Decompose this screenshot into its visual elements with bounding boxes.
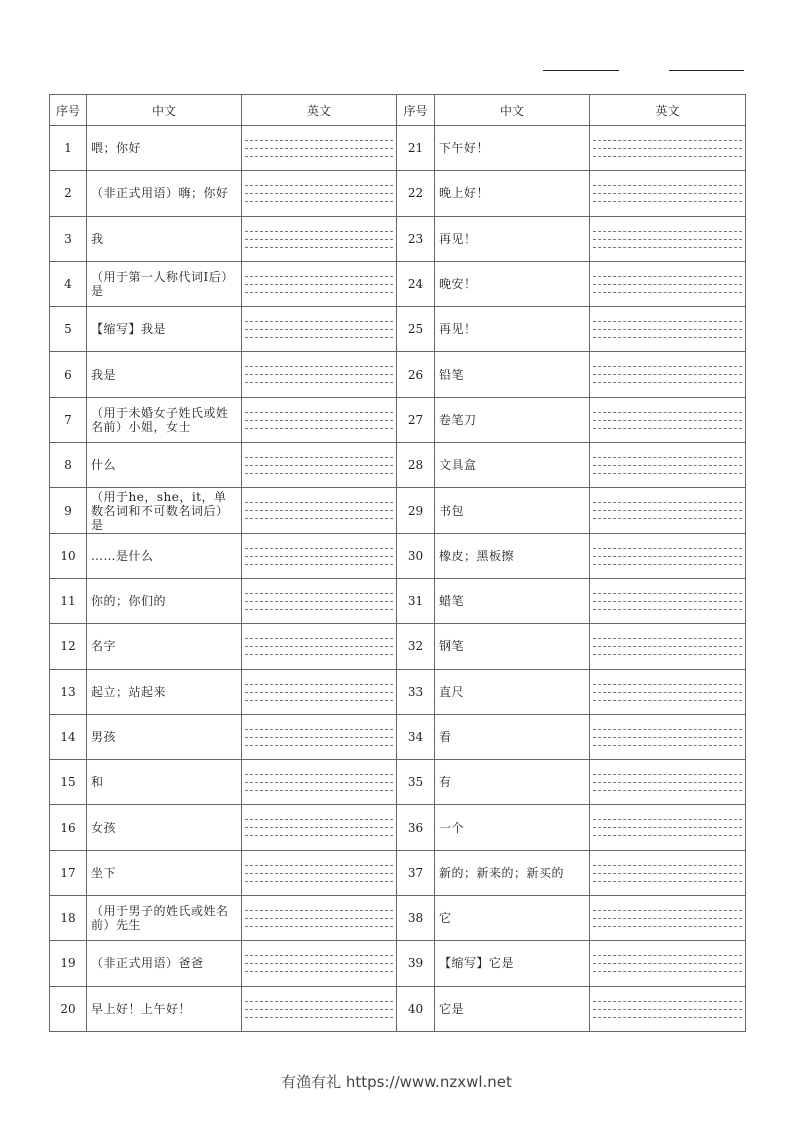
writing-guide-line xyxy=(593,465,742,466)
row-number-left: 3 xyxy=(50,216,87,261)
row-number-right: 24 xyxy=(397,261,435,306)
chinese-term-right: 它 xyxy=(435,896,590,941)
writing-guide-line xyxy=(245,819,393,820)
english-answer-field-left[interactable] xyxy=(242,397,397,442)
writing-guide-line xyxy=(593,827,742,828)
row-number-right: 27 xyxy=(397,397,435,442)
english-answer-field-left[interactable] xyxy=(242,488,397,533)
english-answer-field-left[interactable] xyxy=(242,986,397,1031)
english-answer-field-right[interactable] xyxy=(590,126,746,171)
chinese-term-left: 我是 xyxy=(87,352,242,397)
writing-guide-line xyxy=(593,700,742,701)
writing-guide-line xyxy=(593,148,742,149)
writing-guide-line xyxy=(593,881,742,882)
writing-guide-line xyxy=(593,231,742,232)
writing-guide-line xyxy=(593,321,742,322)
writing-guide-line xyxy=(245,601,393,602)
writing-guide-line xyxy=(245,201,393,202)
writing-guide-line xyxy=(245,827,393,828)
english-answer-field-left[interactable] xyxy=(242,533,397,578)
row-number-right: 34 xyxy=(397,714,435,759)
writing-guide-line xyxy=(245,865,393,866)
chinese-term-left: ……是什么 xyxy=(87,533,242,578)
chinese-term-left: 【缩写】我是 xyxy=(87,307,242,352)
header-num-right: 序号 xyxy=(397,95,435,126)
chinese-term-left: 早上好！上午好！ xyxy=(87,986,242,1031)
writing-guide-line xyxy=(245,790,393,791)
writing-guide-line xyxy=(245,510,393,511)
chinese-term-right: 看 xyxy=(435,714,590,759)
english-answer-field-right[interactable] xyxy=(590,850,746,895)
writing-guide-line xyxy=(593,564,742,565)
row-number-right: 28 xyxy=(397,443,435,488)
writing-guide-line xyxy=(245,337,393,338)
english-answer-field-left[interactable] xyxy=(242,624,397,669)
writing-guide-line xyxy=(245,412,393,413)
writing-guide-line xyxy=(245,247,393,248)
row-number-right: 29 xyxy=(397,488,435,533)
writing-guide-line xyxy=(593,193,742,194)
english-answer-field-right[interactable] xyxy=(590,986,746,1031)
row-number-right: 22 xyxy=(397,171,435,216)
header-num-left: 序号 xyxy=(50,95,87,126)
english-answer-field-right[interactable] xyxy=(590,443,746,488)
writing-guide-line xyxy=(593,646,742,647)
english-answer-field-right[interactable] xyxy=(590,714,746,759)
writing-guide-line xyxy=(593,510,742,511)
table-row xyxy=(50,397,746,442)
table-row xyxy=(50,805,746,850)
chinese-term-right: 新的；新来的；新买的 xyxy=(435,850,590,895)
writing-guide-line xyxy=(245,276,393,277)
writing-guide-line xyxy=(245,374,393,375)
chinese-term-right: 再见！ xyxy=(435,216,590,261)
writing-guide-line xyxy=(593,782,742,783)
chinese-term-right: 晚安！ xyxy=(435,261,590,306)
row-number-right: 33 xyxy=(397,669,435,714)
row-number-left: 19 xyxy=(50,941,87,986)
english-answer-field-left[interactable] xyxy=(242,760,397,805)
writing-guide-line xyxy=(245,1009,393,1010)
table-header-row xyxy=(50,95,746,126)
chinese-term-left: 名字 xyxy=(87,624,242,669)
writing-guide-line xyxy=(245,745,393,746)
header-english-left: 英文 xyxy=(242,95,397,126)
writing-guide-line xyxy=(593,963,742,964)
chinese-term-left: （非正式用语）爸爸 xyxy=(87,941,242,986)
writing-guide-line xyxy=(593,601,742,602)
writing-guide-line xyxy=(593,284,742,285)
row-number-left: 16 xyxy=(50,805,87,850)
writing-guide-line xyxy=(593,201,742,202)
english-answer-field-right[interactable] xyxy=(590,397,746,442)
chinese-term-right: 晚上好！ xyxy=(435,171,590,216)
row-number-left: 8 xyxy=(50,443,87,488)
name-blank-line xyxy=(543,70,619,71)
table-row xyxy=(50,261,746,306)
row-number-left: 14 xyxy=(50,714,87,759)
writing-guide-line xyxy=(245,156,393,157)
chinese-term-right: 直尺 xyxy=(435,669,590,714)
row-number-left: 12 xyxy=(50,624,87,669)
table-row xyxy=(50,307,746,352)
chinese-term-left: 起立；站起来 xyxy=(87,669,242,714)
writing-guide-line xyxy=(245,231,393,232)
writing-guide-line xyxy=(593,337,742,338)
english-answer-field-left[interactable] xyxy=(242,171,397,216)
writing-guide-line xyxy=(593,835,742,836)
row-number-left: 11 xyxy=(50,578,87,623)
writing-guide-line xyxy=(593,502,742,503)
english-answer-field-left[interactable] xyxy=(242,216,397,261)
writing-guide-line xyxy=(245,518,393,519)
row-number-right: 37 xyxy=(397,850,435,895)
writing-guide-line xyxy=(593,412,742,413)
writing-guide-line xyxy=(593,865,742,866)
writing-guide-line xyxy=(593,819,742,820)
writing-guide-line xyxy=(593,239,742,240)
row-number-left: 17 xyxy=(50,850,87,895)
writing-guide-line xyxy=(245,971,393,972)
chinese-term-right: 再见！ xyxy=(435,307,590,352)
row-number-left: 7 xyxy=(50,397,87,442)
writing-guide-line xyxy=(245,140,393,141)
table-row xyxy=(50,443,746,488)
writing-guide-line xyxy=(593,428,742,429)
table-row xyxy=(50,533,746,578)
chinese-term-left: （用于he，she，it，单数名词和不可数名词后）是 xyxy=(87,488,242,533)
table-row xyxy=(50,941,746,986)
english-answer-field-right[interactable] xyxy=(590,261,746,306)
writing-guide-line xyxy=(245,737,393,738)
english-answer-field-right[interactable] xyxy=(590,216,746,261)
writing-guide-line xyxy=(245,646,393,647)
english-answer-field-right[interactable] xyxy=(590,941,746,986)
chinese-term-right: 【缩写】它是 xyxy=(435,941,590,986)
row-number-left: 10 xyxy=(50,533,87,578)
english-answer-field-right[interactable] xyxy=(590,896,746,941)
table-row xyxy=(50,352,746,397)
writing-guide-line xyxy=(245,564,393,565)
english-answer-field-right[interactable] xyxy=(590,805,746,850)
writing-guide-line xyxy=(593,382,742,383)
writing-guide-line xyxy=(593,473,742,474)
writing-guide-line xyxy=(245,420,393,421)
row-number-right: 39 xyxy=(397,941,435,986)
table-row xyxy=(50,714,746,759)
writing-guide-line xyxy=(593,918,742,919)
table-row xyxy=(50,578,746,623)
chinese-term-right: 下午好！ xyxy=(435,126,590,171)
english-answer-field-left[interactable] xyxy=(242,941,397,986)
chinese-term-right: 卷笔刀 xyxy=(435,397,590,442)
writing-guide-line xyxy=(593,684,742,685)
writing-guide-line xyxy=(245,910,393,911)
english-answer-field-right[interactable] xyxy=(590,352,746,397)
writing-guide-line xyxy=(593,737,742,738)
writing-guide-line xyxy=(593,329,742,330)
row-number-right: 23 xyxy=(397,216,435,261)
writing-guide-line xyxy=(593,638,742,639)
writing-guide-line xyxy=(245,193,393,194)
row-number-right: 25 xyxy=(397,307,435,352)
writing-guide-line xyxy=(593,247,742,248)
chinese-term-left: 女孩 xyxy=(87,805,242,850)
writing-guide-line xyxy=(593,774,742,775)
writing-guide-line xyxy=(245,963,393,964)
writing-guide-line xyxy=(593,556,742,557)
chinese-term-right: 一个 xyxy=(435,805,590,850)
row-number-left: 18 xyxy=(50,896,87,941)
table-row xyxy=(50,850,746,895)
writing-guide-line xyxy=(245,239,393,240)
footer-watermark: 有渔有礼 https://www.nzxwl.net xyxy=(281,1073,512,1091)
english-answer-field-right[interactable] xyxy=(590,624,746,669)
writing-guide-line xyxy=(245,729,393,730)
writing-guide-line xyxy=(245,457,393,458)
writing-guide-line xyxy=(245,366,393,367)
chinese-term-left: （用于男子的姓氏或姓名前）先生 xyxy=(87,896,242,941)
writing-guide-line xyxy=(593,790,742,791)
writing-guide-line xyxy=(245,465,393,466)
writing-guide-line xyxy=(245,321,393,322)
row-number-right: 30 xyxy=(397,533,435,578)
english-answer-field-left[interactable] xyxy=(242,896,397,941)
writing-guide-line xyxy=(245,835,393,836)
table-row xyxy=(50,760,746,805)
writing-guide-line xyxy=(593,366,742,367)
writing-guide-line xyxy=(245,926,393,927)
writing-guide-line xyxy=(245,654,393,655)
chinese-term-left: 和 xyxy=(87,760,242,805)
writing-guide-line xyxy=(593,140,742,141)
writing-guide-line xyxy=(245,292,393,293)
chinese-term-left: 男孩 xyxy=(87,714,242,759)
table-row xyxy=(50,669,746,714)
writing-guide-line xyxy=(593,873,742,874)
row-number-left: 5 xyxy=(50,307,87,352)
writing-guide-line xyxy=(245,148,393,149)
writing-guide-line xyxy=(593,420,742,421)
english-answer-field-left[interactable] xyxy=(242,714,397,759)
writing-guide-line xyxy=(245,593,393,594)
class-blank-line xyxy=(669,70,744,71)
row-number-left: 1 xyxy=(50,126,87,171)
writing-guide-line xyxy=(245,473,393,474)
table-row xyxy=(50,488,746,533)
writing-guide-line xyxy=(593,971,742,972)
chinese-term-right: 钢笔 xyxy=(435,624,590,669)
row-number-left: 13 xyxy=(50,669,87,714)
writing-guide-line xyxy=(593,1017,742,1018)
writing-guide-line xyxy=(245,428,393,429)
vocabulary-table xyxy=(49,94,746,1032)
table-row xyxy=(50,896,746,941)
writing-guide-line xyxy=(593,926,742,927)
writing-guide-line xyxy=(593,518,742,519)
writing-guide-line xyxy=(245,955,393,956)
chinese-term-right: 铅笔 xyxy=(435,352,590,397)
writing-guide-line xyxy=(593,276,742,277)
header-chinese-right: 中文 xyxy=(435,95,590,126)
writing-guide-line xyxy=(245,774,393,775)
writing-guide-line xyxy=(593,729,742,730)
english-answer-field-right[interactable] xyxy=(590,307,746,352)
english-answer-field-left[interactable] xyxy=(242,307,397,352)
english-answer-field-right[interactable] xyxy=(590,171,746,216)
english-answer-field-right[interactable] xyxy=(590,760,746,805)
writing-guide-line xyxy=(245,329,393,330)
chinese-term-left: 你的；你们的 xyxy=(87,578,242,623)
header-english-right: 英文 xyxy=(590,95,746,126)
writing-guide-line xyxy=(593,548,742,549)
english-answer-field-left[interactable] xyxy=(242,805,397,850)
english-answer-field-right[interactable] xyxy=(590,533,746,578)
writing-guide-line xyxy=(245,700,393,701)
writing-guide-line xyxy=(593,1001,742,1002)
english-answer-field-left[interactable] xyxy=(242,850,397,895)
writing-guide-line xyxy=(593,457,742,458)
english-answer-field-right[interactable] xyxy=(590,578,746,623)
writing-guide-line xyxy=(245,1001,393,1002)
writing-guide-line xyxy=(245,638,393,639)
writing-guide-line xyxy=(593,910,742,911)
english-answer-field-left[interactable] xyxy=(242,669,397,714)
row-number-right: 21 xyxy=(397,126,435,171)
table-row xyxy=(50,126,746,171)
english-answer-field-left[interactable] xyxy=(242,352,397,397)
writing-guide-line xyxy=(245,918,393,919)
writing-guide-line xyxy=(245,548,393,549)
writing-guide-line xyxy=(245,382,393,383)
writing-guide-line xyxy=(245,1017,393,1018)
row-number-right: 38 xyxy=(397,896,435,941)
writing-guide-line xyxy=(593,593,742,594)
chinese-term-right: 文具盒 xyxy=(435,443,590,488)
writing-guide-line xyxy=(245,684,393,685)
row-number-left: 6 xyxy=(50,352,87,397)
row-number-right: 40 xyxy=(397,986,435,1031)
writing-guide-line xyxy=(245,609,393,610)
english-answer-field-left[interactable] xyxy=(242,261,397,306)
chinese-term-left: 什么 xyxy=(87,443,242,488)
writing-guide-line xyxy=(245,692,393,693)
chinese-term-left: （用于第一人称代词I后）是 xyxy=(87,261,242,306)
row-number-left: 20 xyxy=(50,986,87,1031)
row-number-left: 4 xyxy=(50,261,87,306)
writing-guide-line xyxy=(245,556,393,557)
english-answer-field-right[interactable] xyxy=(590,488,746,533)
writing-guide-line xyxy=(593,745,742,746)
writing-guide-line xyxy=(593,955,742,956)
writing-guide-line xyxy=(593,654,742,655)
chinese-term-left: （用于未婚女子姓氏或姓名前）小姐，女士 xyxy=(87,397,242,442)
english-answer-field-left[interactable] xyxy=(242,578,397,623)
writing-guide-line xyxy=(245,873,393,874)
table-row xyxy=(50,171,746,216)
table-row xyxy=(50,624,746,669)
writing-guide-line xyxy=(245,502,393,503)
row-number-right: 35 xyxy=(397,760,435,805)
chinese-term-left: 我 xyxy=(87,216,242,261)
chinese-term-left: 喂；你好 xyxy=(87,126,242,171)
writing-guide-line xyxy=(593,1009,742,1010)
english-answer-field-right[interactable] xyxy=(590,669,746,714)
row-number-right: 26 xyxy=(397,352,435,397)
writing-guide-line xyxy=(593,292,742,293)
chinese-term-right: 书包 xyxy=(435,488,590,533)
writing-guide-line xyxy=(593,156,742,157)
writing-guide-line xyxy=(593,374,742,375)
writing-guide-line xyxy=(245,881,393,882)
chinese-term-left: （非正式用语）嗨；你好 xyxy=(87,171,242,216)
row-number-right: 31 xyxy=(397,578,435,623)
chinese-term-right: 橡皮；黑板擦 xyxy=(435,533,590,578)
row-number-right: 32 xyxy=(397,624,435,669)
writing-guide-line xyxy=(593,185,742,186)
writing-guide-line xyxy=(593,609,742,610)
table-row xyxy=(50,986,746,1031)
writing-guide-line xyxy=(245,185,393,186)
row-number-right: 36 xyxy=(397,805,435,850)
writing-guide-line xyxy=(245,284,393,285)
writing-guide-line xyxy=(245,782,393,783)
row-number-left: 2 xyxy=(50,171,87,216)
header-chinese-left: 中文 xyxy=(87,95,242,126)
chinese-term-right: 有 xyxy=(435,760,590,805)
chinese-term-left: 坐下 xyxy=(87,850,242,895)
chinese-term-right: 蜡笔 xyxy=(435,578,590,623)
writing-guide-line xyxy=(593,692,742,693)
table-row xyxy=(50,216,746,261)
row-number-left: 9 xyxy=(50,488,87,533)
row-number-left: 15 xyxy=(50,760,87,805)
english-answer-field-left[interactable] xyxy=(242,443,397,488)
english-answer-field-left[interactable] xyxy=(242,126,397,171)
chinese-term-right: 它是 xyxy=(435,986,590,1031)
